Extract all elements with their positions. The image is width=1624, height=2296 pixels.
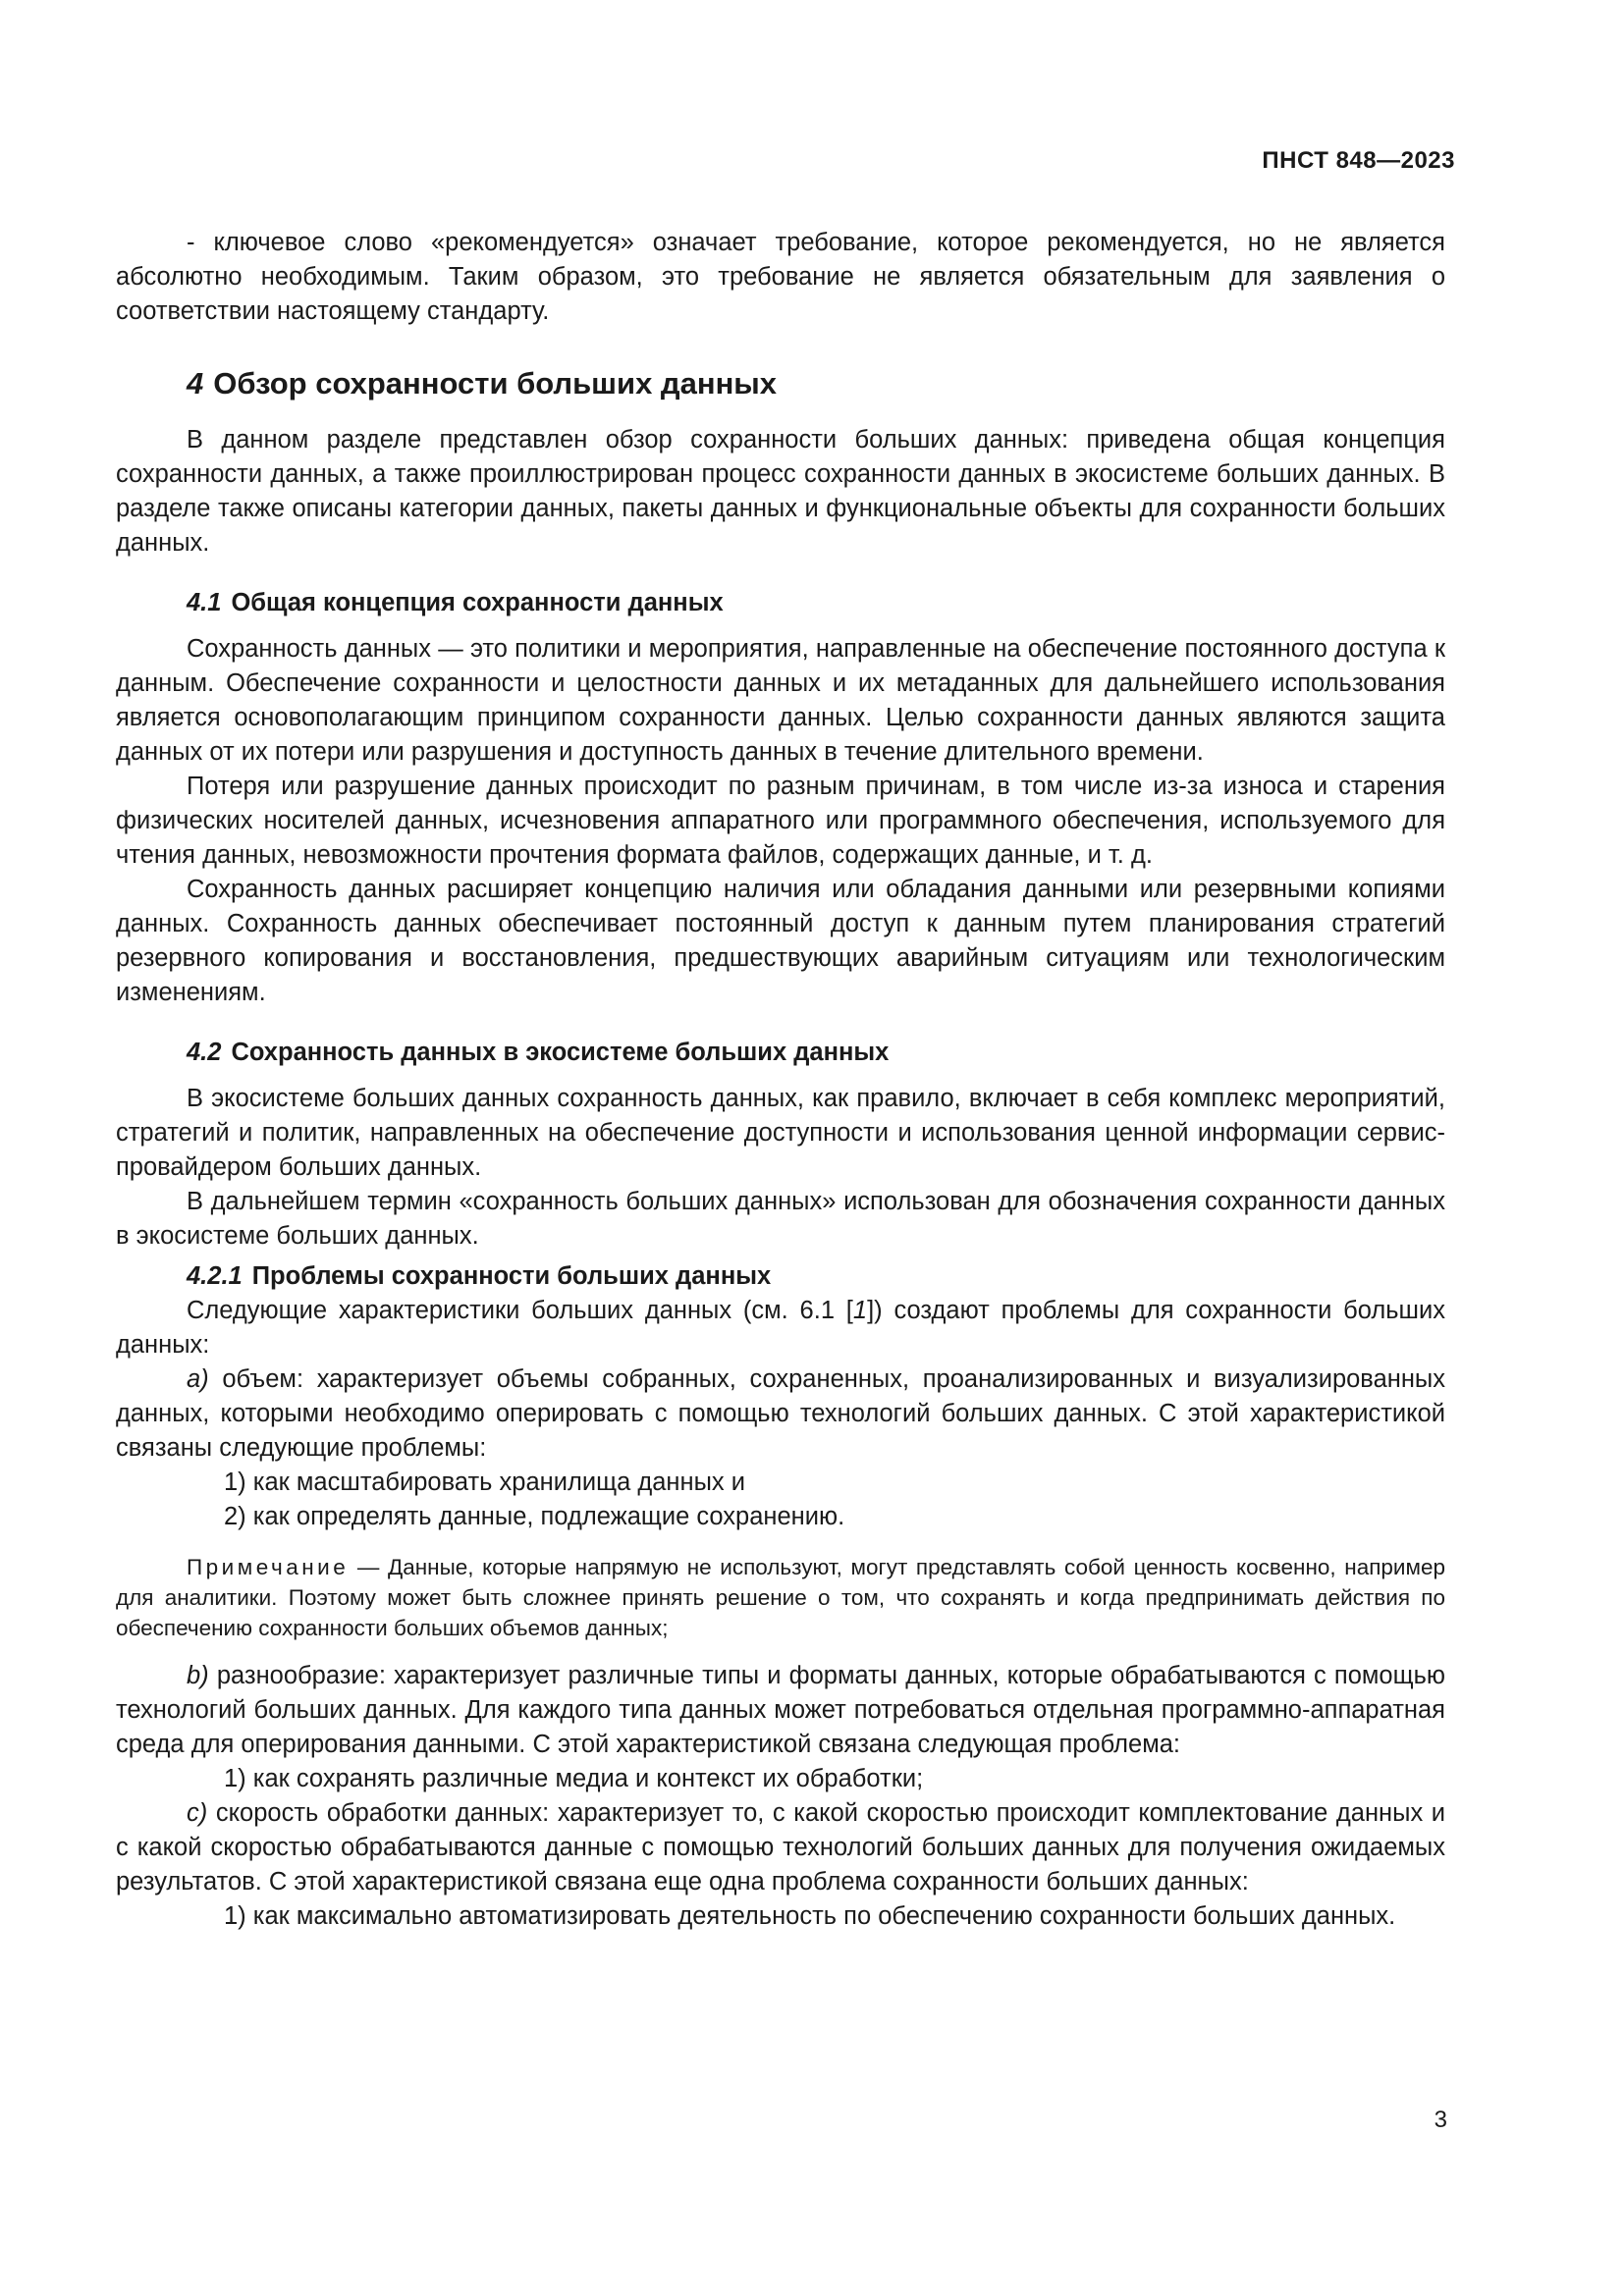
section-4-1-number: 4.1 bbox=[187, 589, 222, 616]
section-4-title: Обзор сохранности больших данных bbox=[213, 366, 778, 400]
section-4-1-heading bbox=[187, 586, 1445, 620]
note-text: — Данные, которые напрямую не используют, могут представлять собой ценность косвенно, например для аналитики. Поэтому может быть сложнее принять решение о том, что сохранять и когда предпринимать действия по обеспечению сохранности больших объемов данных; bbox=[116, 1555, 1445, 1640]
list-item-b bbox=[116, 1659, 1445, 1762]
list-item-c-text: скорость обработки данных: характеризует то, с какой скоростью происходит комплектование данных и с какой скоростью обрабатываются данные с помощью технологий больших данных для получения ожидаемых результатов. С этой характеристикой связана еще одна проблема сохранности больших данных: bbox=[116, 1799, 1446, 1896]
section-4-2-1-lead bbox=[116, 1294, 1445, 1362]
intro-paragraph: - ключевое слово «рекомендуется» означает требование, которое рекомендуется, но не является абсолютно необходимым. Таким образом, это требование не является обязательным для заявления о соответствии настоящему стандарту. bbox=[116, 229, 1445, 325]
section-4-2-1-title: Проблемы сохранности больших данных bbox=[251, 1262, 772, 1290]
section-4-2-paragraph-1: В экосистеме больших данных сохранность данных, как правило, включает в себя комплекс мероприятий, стратегий и политик, направленных на обеспечение доступности и использования ценной информации сервис-провайдером больших данных. bbox=[116, 1085, 1445, 1181]
list-item-a-text: объем: характеризует объемы собранных, сохраненных, проанализированных и визуализированных данных, которыми необходимо оперировать с помощью технологий больших данных. С этой характеристикой связаны следующие проблемы: bbox=[116, 1365, 1445, 1462]
section-4-heading bbox=[187, 364, 1445, 403]
section-4-2-1-heading bbox=[187, 1259, 1445, 1294]
section-4-2-title: Сохранность данных в экосистеме больших данных bbox=[231, 1039, 890, 1066]
reference-number: 1 bbox=[852, 1297, 868, 1324]
list-item-c-sub-1: 1) как максимально автоматизировать деятельность по обеспечению сохранности больших данных. bbox=[224, 1902, 1396, 1930]
section-4-number: 4 bbox=[187, 366, 204, 400]
section-4-1-paragraph-3: Сохранность данных расширяет концепцию наличия или обладания данными или резервными копиями данных. Сохранность данных обеспечивает постоянный доступ к данным путем планирования стратегий резервного копирования и восстановления, предшествующих аварийным ситуациям или технологическим изменениям. bbox=[116, 876, 1445, 1006]
list-item-a-sub-1: 1) как масштабировать хранилища данных и bbox=[224, 1468, 745, 1496]
section-4-2-number: 4.2 bbox=[187, 1039, 222, 1066]
list-item-c-label: c) bbox=[187, 1799, 208, 1827]
section-4-1-paragraph-1: Сохранность данных — это политики и мероприятия, направленные на обеспечение постоянного доступа к данным. Обеспечение сохранности и целостности данных и их метаданных для дальнейшего использования является основополагающим принципом сохранности данных. Целью сохранности данных являются защита данных от их потери или разрушения и доступность данных в течение длительного времени. bbox=[116, 635, 1445, 766]
page-number: 3 bbox=[1434, 2107, 1447, 2133]
list-item-b-text: разнообразие: характеризует различные типы и форматы данных, которые обрабатываются с помощью технологий больших данных. Для каждого типа данных может потребоваться отдельная программно-аппаратная среда для оперирования данными. С этой характеристикой связана следующая проблема: bbox=[116, 1662, 1445, 1758]
page-content bbox=[116, 226, 1445, 1934]
note-paragraph bbox=[116, 1552, 1445, 1643]
lead-text-end: ]) создают проблемы для сохранности больших данных: bbox=[116, 1297, 1445, 1359]
section-4-1-paragraph-2: Потеря или разрушение данных происходит по разным причинам, в том числе из-за износа и старения физических носителей данных, исчезновения аппаратного или программного обеспечения, используемого для чтения данных, невозможности прочтения формата файлов, содержащих данные, и т. д. bbox=[116, 773, 1445, 869]
list-item-c bbox=[116, 1796, 1445, 1899]
section-4-1-title: Общая концепция сохранности данных bbox=[231, 589, 724, 616]
section-4-2-heading bbox=[187, 1036, 1445, 1070]
list-item-a-label: a) bbox=[187, 1365, 209, 1393]
note-label: Примечание bbox=[187, 1555, 350, 1579]
list-item-a bbox=[116, 1362, 1445, 1466]
section-4-paragraph: В данном разделе представлен обзор сохранности больших данных: приведена общая концепция сохранности данных, а также проиллюстрирован процесс сохранности данных в экосистеме больших данных. В разделе также описаны категории данных, пакеты данных и функциональные объекты для сохранности больших данных. bbox=[116, 426, 1445, 557]
document-id: ПНСТ 848—2023 bbox=[1262, 147, 1455, 174]
list-item-b-sub-1: 1) как сохранять различные медиа и контекст их обработки; bbox=[224, 1765, 924, 1792]
section-4-2-1-number: 4.2.1 bbox=[187, 1262, 243, 1290]
list-item-a-sub-2: 2) как определять данные, подлежащие сохранению. bbox=[224, 1503, 845, 1530]
section-4-2-paragraph-2: В дальнейшем термин «сохранность больших данных» использован для обозначения сохранности данных в экосистеме больших данных. bbox=[116, 1188, 1445, 1250]
lead-text-start: Следующие характеристики больших данных (см. 6.1 [ bbox=[187, 1297, 853, 1324]
list-item-b-label: b) bbox=[187, 1662, 209, 1689]
